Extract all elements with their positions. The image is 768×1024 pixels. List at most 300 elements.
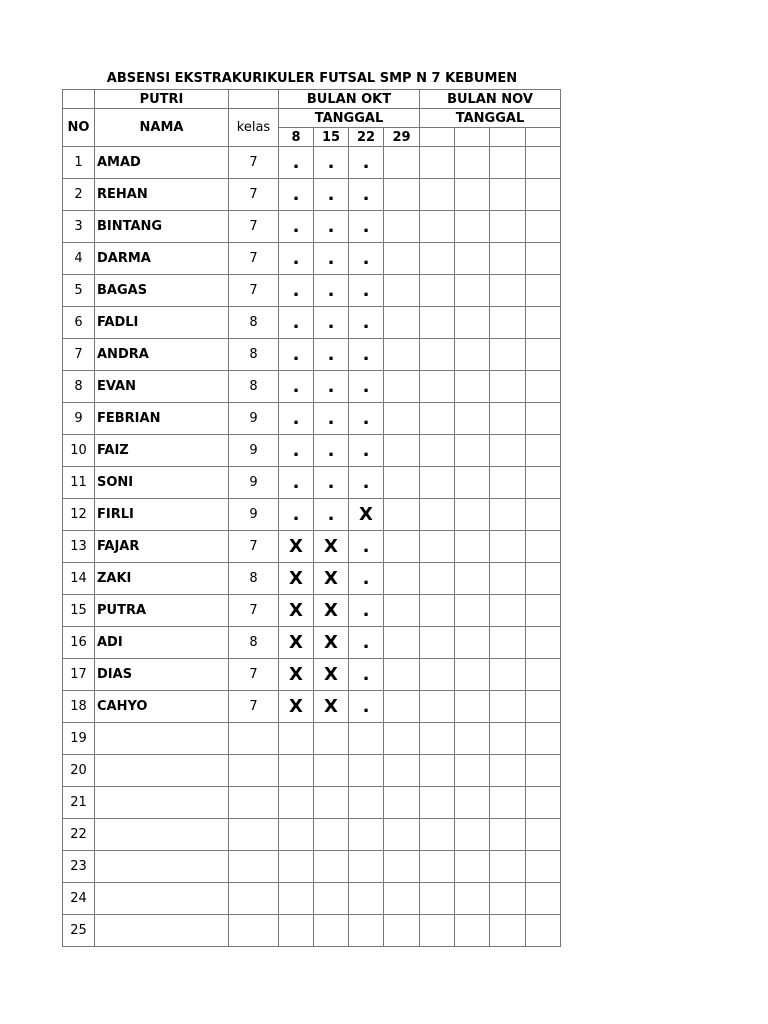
student-name: AMAD bbox=[95, 147, 229, 179]
group-header: PUTRI bbox=[95, 90, 229, 109]
student-kelas: 7 bbox=[229, 211, 279, 243]
attendance-cell bbox=[526, 915, 561, 947]
attendance-cell bbox=[279, 915, 314, 947]
page-title: ABSENSI EKSTRAKURIKULER FUTSAL SMP N 7 KEBUMEN bbox=[106, 71, 518, 86]
attendance-mark: . bbox=[349, 403, 384, 435]
student-kelas: 7 bbox=[229, 691, 279, 723]
table-row bbox=[63, 915, 561, 947]
attendance-cell bbox=[455, 915, 490, 947]
date-header-empty bbox=[455, 128, 490, 147]
attendance-cell bbox=[490, 595, 526, 627]
attendance-cell bbox=[490, 307, 526, 339]
attendance-cell bbox=[455, 371, 490, 403]
attendance-cell bbox=[490, 275, 526, 307]
attendance-cell bbox=[420, 819, 455, 851]
student-name bbox=[95, 851, 229, 883]
attendance-mark: . bbox=[314, 467, 349, 499]
attendance-cell bbox=[384, 851, 420, 883]
attendance-cell bbox=[384, 691, 420, 723]
table-row bbox=[63, 243, 561, 275]
row-number: 22 bbox=[63, 819, 95, 851]
attendance-cell bbox=[420, 723, 455, 755]
attendance-cell bbox=[490, 499, 526, 531]
student-kelas bbox=[229, 851, 279, 883]
student-name: FEBRIAN bbox=[95, 403, 229, 435]
attendance-cell bbox=[455, 595, 490, 627]
student-kelas: 9 bbox=[229, 435, 279, 467]
attendance-cell bbox=[384, 147, 420, 179]
attendance-mark: . bbox=[279, 339, 314, 371]
student-kelas: 8 bbox=[229, 627, 279, 659]
attendance-cell bbox=[384, 371, 420, 403]
date-header: 22 bbox=[349, 128, 384, 147]
student-kelas: 7 bbox=[229, 275, 279, 307]
student-name: EVAN bbox=[95, 371, 229, 403]
attendance-cell bbox=[455, 435, 490, 467]
attendance-cell bbox=[279, 819, 314, 851]
date-header: 15 bbox=[314, 128, 349, 147]
attendance-mark: . bbox=[349, 179, 384, 211]
table-row bbox=[63, 659, 561, 691]
attendance-cell bbox=[526, 403, 561, 435]
attendance-mark: . bbox=[279, 371, 314, 403]
attendance-mark: . bbox=[279, 243, 314, 275]
attendance-cell bbox=[420, 563, 455, 595]
table-row bbox=[63, 275, 561, 307]
table-row bbox=[63, 819, 561, 851]
attendance-cell bbox=[384, 883, 420, 915]
date-header: 29 bbox=[384, 128, 420, 147]
row-number: 11 bbox=[63, 467, 95, 499]
attendance-cell bbox=[455, 275, 490, 307]
attendance-mark: X bbox=[279, 531, 314, 563]
attendance-cell bbox=[384, 723, 420, 755]
attendance-mark: . bbox=[279, 147, 314, 179]
attendance-cell bbox=[526, 691, 561, 723]
attendance-mark: X bbox=[279, 563, 314, 595]
student-kelas: 7 bbox=[229, 243, 279, 275]
attendance-cell bbox=[526, 819, 561, 851]
student-name: FAIZ bbox=[95, 435, 229, 467]
attendance-cell bbox=[420, 595, 455, 627]
attendance-cell bbox=[279, 723, 314, 755]
student-name bbox=[95, 755, 229, 787]
student-name: DARMA bbox=[95, 243, 229, 275]
row-number: 18 bbox=[63, 691, 95, 723]
attendance-mark: X bbox=[279, 659, 314, 691]
attendance-cell bbox=[384, 275, 420, 307]
table-row bbox=[63, 467, 561, 499]
attendance-cell bbox=[490, 755, 526, 787]
student-name: FADLI bbox=[95, 307, 229, 339]
attendance-mark: X bbox=[314, 659, 349, 691]
attendance-cell bbox=[314, 755, 349, 787]
attendance-cell bbox=[420, 851, 455, 883]
student-kelas bbox=[229, 755, 279, 787]
attendance-cell bbox=[526, 563, 561, 595]
attendance-cell bbox=[279, 883, 314, 915]
row-number: 9 bbox=[63, 403, 95, 435]
student-kelas: 7 bbox=[229, 147, 279, 179]
attendance-cell bbox=[526, 723, 561, 755]
table-row bbox=[63, 403, 561, 435]
student-name: ADI bbox=[95, 627, 229, 659]
attendance-cell bbox=[490, 787, 526, 819]
attendance-cell bbox=[384, 787, 420, 819]
attendance-cell bbox=[455, 883, 490, 915]
attendance-mark: . bbox=[349, 371, 384, 403]
student-name: DIAS bbox=[95, 659, 229, 691]
no-header: NO bbox=[63, 109, 95, 147]
attendance-cell bbox=[455, 627, 490, 659]
attendance-cell bbox=[384, 595, 420, 627]
student-name bbox=[95, 915, 229, 947]
student-name: FAJAR bbox=[95, 531, 229, 563]
row-number: 19 bbox=[63, 723, 95, 755]
attendance-cell bbox=[455, 499, 490, 531]
attendance-cell bbox=[455, 563, 490, 595]
table-row bbox=[63, 723, 561, 755]
attendance-cell bbox=[420, 659, 455, 691]
table-row bbox=[63, 851, 561, 883]
student-kelas: 7 bbox=[229, 179, 279, 211]
attendance-mark: . bbox=[314, 339, 349, 371]
attendance-mark: . bbox=[314, 147, 349, 179]
attendance-cell bbox=[526, 531, 561, 563]
student-name: BAGAS bbox=[95, 275, 229, 307]
attendance-mark: . bbox=[279, 211, 314, 243]
table-row bbox=[63, 435, 561, 467]
attendance-mark: . bbox=[349, 627, 384, 659]
attendance-cell bbox=[349, 787, 384, 819]
attendance-cell bbox=[526, 467, 561, 499]
attendance-cell bbox=[349, 883, 384, 915]
attendance-mark: . bbox=[314, 403, 349, 435]
row-number: 12 bbox=[63, 499, 95, 531]
row-number: 10 bbox=[63, 435, 95, 467]
attendance-cell bbox=[490, 723, 526, 755]
tanggal-okt-header: TANGGAL bbox=[279, 109, 420, 128]
attendance-cell bbox=[490, 851, 526, 883]
attendance-cell bbox=[490, 659, 526, 691]
attendance-cell bbox=[384, 499, 420, 531]
attendance-cell bbox=[490, 467, 526, 499]
student-kelas bbox=[229, 819, 279, 851]
row-number: 1 bbox=[63, 147, 95, 179]
row-number: 16 bbox=[63, 627, 95, 659]
attendance-mark: X bbox=[279, 691, 314, 723]
attendance-cell bbox=[490, 403, 526, 435]
row-number: 20 bbox=[63, 755, 95, 787]
row-number: 2 bbox=[63, 179, 95, 211]
name-header: NAMA bbox=[95, 109, 229, 147]
attendance-mark: X bbox=[314, 595, 349, 627]
attendance-mark: . bbox=[279, 307, 314, 339]
table-row bbox=[63, 499, 561, 531]
attendance-cell bbox=[314, 851, 349, 883]
attendance-cell bbox=[526, 499, 561, 531]
row-number: 21 bbox=[63, 787, 95, 819]
attendance-cell bbox=[420, 339, 455, 371]
attendance-cell bbox=[384, 339, 420, 371]
attendance-cell bbox=[420, 403, 455, 435]
attendance-cell bbox=[314, 723, 349, 755]
student-kelas: 8 bbox=[229, 307, 279, 339]
blank-header-cell bbox=[63, 90, 95, 109]
attendance-cell bbox=[455, 755, 490, 787]
attendance-mark: . bbox=[349, 147, 384, 179]
attendance-cell bbox=[420, 243, 455, 275]
table-row bbox=[63, 339, 561, 371]
table-row bbox=[63, 371, 561, 403]
blank-header-cell bbox=[229, 90, 279, 109]
attendance-cell bbox=[526, 243, 561, 275]
attendance-cell bbox=[455, 467, 490, 499]
student-name: CAHYO bbox=[95, 691, 229, 723]
student-kelas: 9 bbox=[229, 467, 279, 499]
attendance-cell bbox=[279, 787, 314, 819]
attendance-mark: . bbox=[349, 435, 384, 467]
attendance-cell bbox=[526, 659, 561, 691]
table-row bbox=[63, 595, 561, 627]
attendance-cell bbox=[420, 883, 455, 915]
attendance-cell bbox=[455, 659, 490, 691]
attendance-cell bbox=[490, 435, 526, 467]
student-name bbox=[95, 883, 229, 915]
row-number: 7 bbox=[63, 339, 95, 371]
attendance-cell bbox=[314, 787, 349, 819]
attendance-cell bbox=[420, 435, 455, 467]
student-kelas bbox=[229, 787, 279, 819]
attendance-cell bbox=[420, 307, 455, 339]
student-name bbox=[95, 723, 229, 755]
attendance-cell bbox=[455, 403, 490, 435]
attendance-cell bbox=[490, 627, 526, 659]
attendance-cell bbox=[455, 179, 490, 211]
attendance-mark: . bbox=[279, 403, 314, 435]
table-row bbox=[63, 563, 561, 595]
attendance-mark: . bbox=[314, 179, 349, 211]
attendance-cell bbox=[526, 755, 561, 787]
student-name: FIRLI bbox=[95, 499, 229, 531]
attendance-cell bbox=[314, 915, 349, 947]
attendance-cell bbox=[420, 691, 455, 723]
attendance-mark: . bbox=[314, 211, 349, 243]
student-kelas: 7 bbox=[229, 659, 279, 691]
attendance-cell bbox=[384, 915, 420, 947]
attendance-cell bbox=[455, 819, 490, 851]
attendance-cell bbox=[526, 275, 561, 307]
attendance-cell bbox=[455, 307, 490, 339]
attendance-cell bbox=[420, 531, 455, 563]
attendance-cell bbox=[526, 339, 561, 371]
month-okt-header: BULAN OKT bbox=[279, 90, 420, 109]
row-number: 23 bbox=[63, 851, 95, 883]
date-header-empty bbox=[420, 128, 455, 147]
attendance-cell bbox=[526, 627, 561, 659]
student-name bbox=[95, 819, 229, 851]
student-kelas: 8 bbox=[229, 563, 279, 595]
attendance-cell bbox=[490, 211, 526, 243]
student-name: REHAN bbox=[95, 179, 229, 211]
attendance-cell bbox=[314, 819, 349, 851]
attendance-mark: . bbox=[349, 243, 384, 275]
attendance-cell bbox=[420, 371, 455, 403]
attendance-cell bbox=[384, 243, 420, 275]
date-header: 8 bbox=[279, 128, 314, 147]
attendance-mark: X bbox=[349, 499, 384, 531]
attendance-cell bbox=[420, 147, 455, 179]
attendance-mark: . bbox=[349, 339, 384, 371]
attendance-cell bbox=[420, 787, 455, 819]
attendance-mark: . bbox=[349, 659, 384, 691]
attendance-cell bbox=[526, 851, 561, 883]
attendance-mark: . bbox=[314, 275, 349, 307]
student-kelas bbox=[229, 915, 279, 947]
attendance-cell bbox=[384, 307, 420, 339]
student-kelas bbox=[229, 723, 279, 755]
table-row bbox=[63, 211, 561, 243]
student-name: SONI bbox=[95, 467, 229, 499]
attendance-mark: . bbox=[349, 531, 384, 563]
table-row bbox=[63, 147, 561, 179]
attendance-mark: . bbox=[279, 467, 314, 499]
attendance-cell bbox=[490, 243, 526, 275]
row-number: 17 bbox=[63, 659, 95, 691]
row-number: 13 bbox=[63, 531, 95, 563]
attendance-cell bbox=[490, 915, 526, 947]
row-number: 3 bbox=[63, 211, 95, 243]
attendance-cell bbox=[349, 915, 384, 947]
attendance-mark: . bbox=[314, 435, 349, 467]
date-header-empty bbox=[490, 128, 526, 147]
row-number: 24 bbox=[63, 883, 95, 915]
student-kelas: 9 bbox=[229, 403, 279, 435]
attendance-mark: . bbox=[349, 211, 384, 243]
attendance-mark: . bbox=[349, 691, 384, 723]
table-row bbox=[63, 755, 561, 787]
attendance-cell bbox=[455, 339, 490, 371]
attendance-cell bbox=[314, 883, 349, 915]
month-nov-header: BULAN NOV bbox=[420, 90, 561, 109]
student-kelas: 7 bbox=[229, 595, 279, 627]
attendance-cell bbox=[384, 467, 420, 499]
attendance-cell bbox=[490, 531, 526, 563]
attendance-cell bbox=[384, 659, 420, 691]
attendance-cell bbox=[490, 819, 526, 851]
attendance-cell bbox=[420, 275, 455, 307]
attendance-cell bbox=[526, 883, 561, 915]
attendance-cell bbox=[526, 787, 561, 819]
student-name: PUTRA bbox=[95, 595, 229, 627]
table-row bbox=[63, 883, 561, 915]
attendance-cell bbox=[420, 179, 455, 211]
attendance-cell bbox=[420, 499, 455, 531]
attendance-cell bbox=[490, 339, 526, 371]
attendance-cell bbox=[420, 915, 455, 947]
attendance-cell bbox=[526, 371, 561, 403]
attendance-mark: . bbox=[279, 275, 314, 307]
row-number: 5 bbox=[63, 275, 95, 307]
tanggal-nov-header: TANGGAL bbox=[420, 109, 561, 128]
attendance-mark: . bbox=[279, 499, 314, 531]
table-row bbox=[63, 531, 561, 563]
attendance-cell bbox=[455, 787, 490, 819]
student-kelas: 9 bbox=[229, 499, 279, 531]
kelas-header: kelas bbox=[229, 109, 279, 147]
attendance-cell bbox=[455, 243, 490, 275]
attendance-cell bbox=[384, 819, 420, 851]
row-number: 6 bbox=[63, 307, 95, 339]
attendance-cell bbox=[455, 211, 490, 243]
student-kelas: 7 bbox=[229, 531, 279, 563]
table-row bbox=[63, 787, 561, 819]
attendance-cell bbox=[490, 883, 526, 915]
attendance-cell bbox=[384, 755, 420, 787]
attendance-cell bbox=[526, 179, 561, 211]
attendance-cell bbox=[384, 531, 420, 563]
attendance-cell bbox=[455, 691, 490, 723]
table-row bbox=[63, 691, 561, 723]
student-name: BINTANG bbox=[95, 211, 229, 243]
attendance-cell bbox=[349, 851, 384, 883]
attendance-cell bbox=[526, 147, 561, 179]
attendance-mark: . bbox=[349, 563, 384, 595]
attendance-cell bbox=[455, 723, 490, 755]
attendance-cell bbox=[490, 563, 526, 595]
attendance-mark: X bbox=[314, 627, 349, 659]
attendance-cell bbox=[384, 563, 420, 595]
attendance-table bbox=[62, 89, 561, 947]
attendance-cell bbox=[420, 627, 455, 659]
student-name: ANDRA bbox=[95, 339, 229, 371]
attendance-cell bbox=[420, 211, 455, 243]
attendance-mark: . bbox=[314, 499, 349, 531]
student-kelas: 8 bbox=[229, 339, 279, 371]
date-header-empty bbox=[526, 128, 561, 147]
attendance-cell bbox=[490, 371, 526, 403]
attendance-mark: . bbox=[349, 467, 384, 499]
attendance-cell bbox=[526, 211, 561, 243]
attendance-cell bbox=[384, 403, 420, 435]
attendance-cell bbox=[526, 307, 561, 339]
attendance-cell bbox=[384, 179, 420, 211]
attendance-mark: X bbox=[314, 563, 349, 595]
table-row bbox=[63, 627, 561, 659]
attendance-cell bbox=[455, 531, 490, 563]
row-number: 25 bbox=[63, 915, 95, 947]
attendance-mark: . bbox=[349, 307, 384, 339]
attendance-cell bbox=[455, 851, 490, 883]
attendance-cell bbox=[526, 435, 561, 467]
row-number: 8 bbox=[63, 371, 95, 403]
table-row bbox=[63, 307, 561, 339]
attendance-cell bbox=[420, 755, 455, 787]
attendance-cell bbox=[349, 819, 384, 851]
attendance-mark: . bbox=[314, 371, 349, 403]
attendance-cell bbox=[349, 755, 384, 787]
attendance-mark: . bbox=[349, 595, 384, 627]
attendance-cell bbox=[384, 627, 420, 659]
student-name bbox=[95, 787, 229, 819]
attendance-cell bbox=[490, 179, 526, 211]
attendance-mark: . bbox=[314, 307, 349, 339]
attendance-cell bbox=[349, 723, 384, 755]
attendance-cell bbox=[420, 467, 455, 499]
student-kelas bbox=[229, 883, 279, 915]
attendance-cell bbox=[384, 211, 420, 243]
attendance-mark: . bbox=[314, 243, 349, 275]
